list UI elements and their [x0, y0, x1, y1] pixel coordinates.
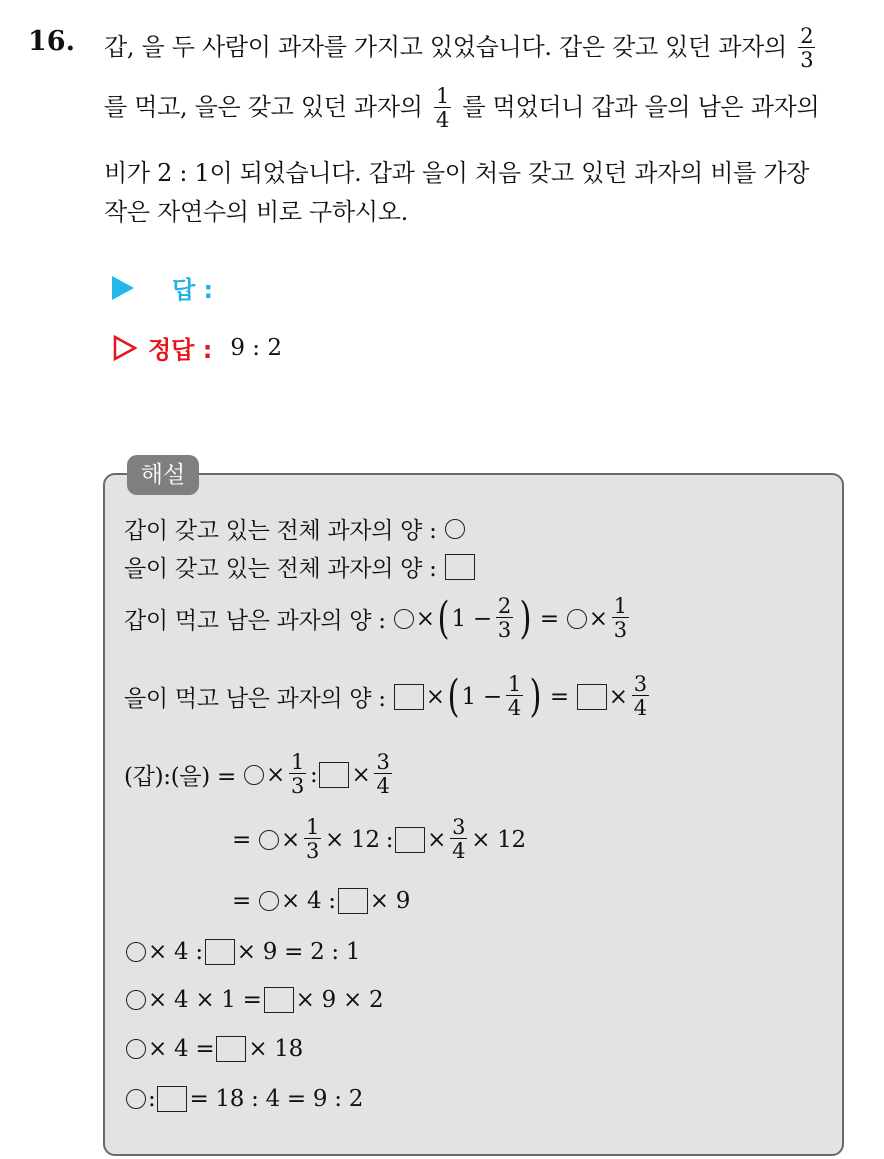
circle-symbol — [259, 891, 279, 911]
question-text: 를 먹었더니 갑과 을의 남은 과자의 — [462, 93, 820, 121]
fraction: $\frac{1}{3}$ — [613, 594, 627, 642]
play-triangle-icon — [112, 276, 134, 300]
square-symbol — [319, 762, 349, 788]
square-symbol — [577, 684, 607, 710]
solution-line-6: = × $\frac{1}{3}$ × 12 : × $\frac{3}{4}$ × 12 — [232, 815, 526, 863]
circle-symbol — [445, 519, 465, 539]
solution-line-3: 갑이 먹고 남은 과자의 양 : × ( 1 − $\frac{2}{3}$ ) = × $\frac{1}{3}$ — [124, 592, 627, 644]
square-symbol — [205, 939, 235, 965]
question-number: 16. — [28, 26, 75, 57]
fraction: $\frac{3}{4}$ — [376, 750, 390, 798]
question-text: 를 먹고, 을은 갖고 있던 과자의 — [104, 93, 423, 121]
fraction: $\frac{1}{3}$ — [290, 750, 305, 798]
correct-answer-label: 정답 : — [148, 336, 213, 364]
square-symbol — [394, 684, 424, 710]
circle-symbol — [259, 830, 279, 850]
fraction: $\frac{1}{4}$ — [507, 672, 521, 720]
solution-line-4: 을이 먹고 남은 과자의 양 : × ( 1 − $\frac{1}{4}$ ) = × $\frac{3}{4}$ — [124, 670, 647, 722]
circle-symbol — [126, 1089, 146, 1109]
fraction-two-thirds: $\frac{2}{3}$ — [800, 24, 814, 72]
circle-symbol — [244, 765, 264, 785]
answer-label: 답 : — [172, 276, 214, 304]
correct-answer-value: 9 : 2 — [230, 334, 282, 361]
solution-line-9: × 4 × 1 = × 9 × 2 — [124, 987, 383, 1013]
answer-row — [112, 270, 213, 305]
square-symbol — [395, 827, 425, 853]
question-line-1 — [104, 26, 819, 71]
circle-symbol — [567, 609, 587, 629]
solution-line-10: × 4 = × 18 — [124, 1036, 303, 1062]
square-symbol — [157, 1086, 187, 1112]
fraction: $\frac{3}{4}$ — [633, 672, 647, 720]
question-text: 갑, 을 두 사람이 과자를 가지고 있었습니다. 갑은 갖고 있던 과자의 — [104, 33, 787, 61]
circle-symbol — [126, 1039, 146, 1059]
question-line-4: 작은 자연수의 비로 구하시오. — [104, 198, 408, 226]
circle-symbol — [126, 942, 146, 962]
fraction: $\frac{2}{3}$ — [497, 594, 511, 642]
square-symbol — [445, 554, 475, 580]
fraction-one-quarter: $\frac{1}{4}$ — [435, 84, 449, 132]
circle-symbol — [126, 990, 146, 1010]
solution-line-5: (갑):(을) = × $\frac{1}{3}$ : × $\frac{3}{4}$ — [124, 750, 390, 798]
solution-tag: 해설 — [127, 455, 199, 495]
fraction: $\frac{1}{3}$ — [305, 815, 320, 863]
question-line-2 — [104, 86, 819, 131]
square-symbol — [338, 888, 368, 914]
fraction: $\frac{3}{4}$ — [452, 815, 466, 863]
solution-line-11: : = 18 : 4 = 9 : 2 — [124, 1086, 363, 1112]
outline-triangle-icon — [112, 335, 138, 361]
circle-symbol — [394, 609, 414, 629]
solution-line-1: 갑이 갖고 있는 전체 과자의 양 : — [124, 512, 467, 545]
correct-answer-row — [112, 330, 282, 365]
question-line-3: 비가 2 : 1이 되었습니다. 갑과 을이 처음 갖고 있던 과자의 비를 가장 — [104, 159, 810, 187]
square-symbol — [216, 1036, 246, 1062]
solution-line-8: × 4 : × 9 = 2 : 1 — [124, 939, 360, 965]
square-symbol — [264, 987, 294, 1013]
solution-line-2: 을이 갖고 있는 전체 과자의 양 : — [124, 550, 477, 583]
solution-line-7: = × 4 : × 9 — [232, 888, 411, 914]
